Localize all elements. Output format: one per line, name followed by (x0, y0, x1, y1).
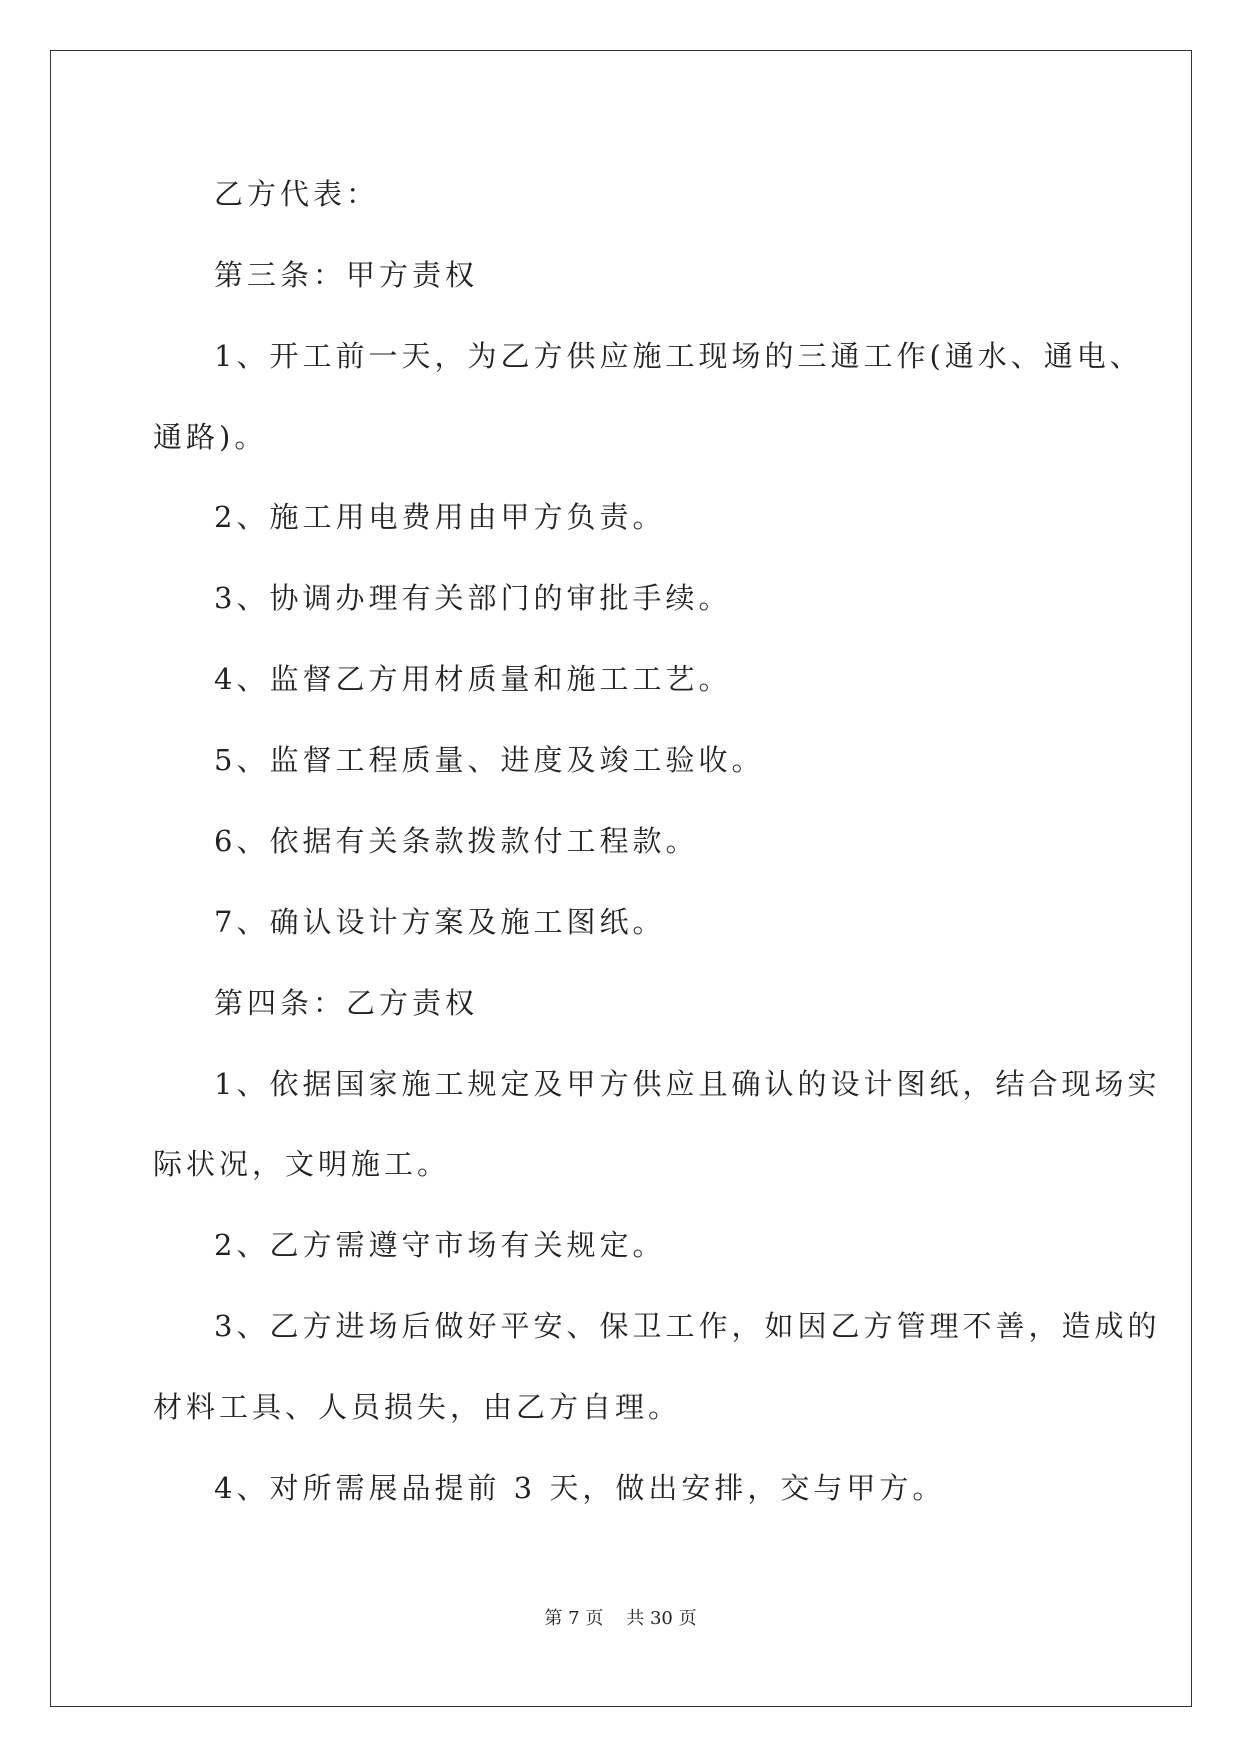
article-3-item-3: 3、协调办理有关部门的审批手续。 (214, 581, 732, 615)
article-4-item-4: 4、对所需展品提前 3 天，做出安排，交与甲方。 (214, 1471, 946, 1505)
article-3-item-1-line-1: 1、开工前一天，为乙方供应施工现场的三通工作(通水、通电、 (214, 339, 1143, 373)
article-4-item-2: 2、乙方需遵守市场有关规定。 (214, 1228, 666, 1262)
page-number: 第 7 页 (544, 1608, 604, 1629)
party-b-representative: 乙方代表： (214, 177, 380, 211)
article-4-item-3-line-2: 材料工具、人员损失，由乙方自理。 (153, 1390, 682, 1424)
article-3-item-2: 2、施工用电费用由甲方负责。 (214, 500, 666, 534)
article-3-heading: 第三条：甲方责权 (214, 258, 479, 292)
article-3-item-1-line-2: 通路)。 (153, 420, 268, 454)
article-4-item-1-line-1: 1、依据国家施工规定及甲方供应且确认的设计图纸，结合现场实 (214, 1067, 1161, 1101)
page-total: 共 30 页 (626, 1608, 697, 1629)
article-4-item-3-line-1: 3、乙方进场后做好平安、保卫工作，如因乙方管理不善，造成的 (214, 1309, 1161, 1343)
article-3-item-6: 6、依据有关条款拨款付工程款。 (214, 824, 699, 858)
page-border (50, 50, 1192, 1707)
article-4-item-1-line-2: 际状况，文明施工。 (153, 1147, 451, 1181)
article-3-item-5: 5、监督工程质量、进度及竣工验收。 (214, 743, 765, 777)
article-3-item-4: 4、监督乙方用材质量和施工工艺。 (214, 662, 732, 696)
article-4-heading: 第四条：乙方责权 (214, 986, 479, 1020)
page-footer (0, 1604, 1241, 1630)
article-3-item-7: 7、确认设计方案及施工图纸。 (214, 905, 666, 939)
